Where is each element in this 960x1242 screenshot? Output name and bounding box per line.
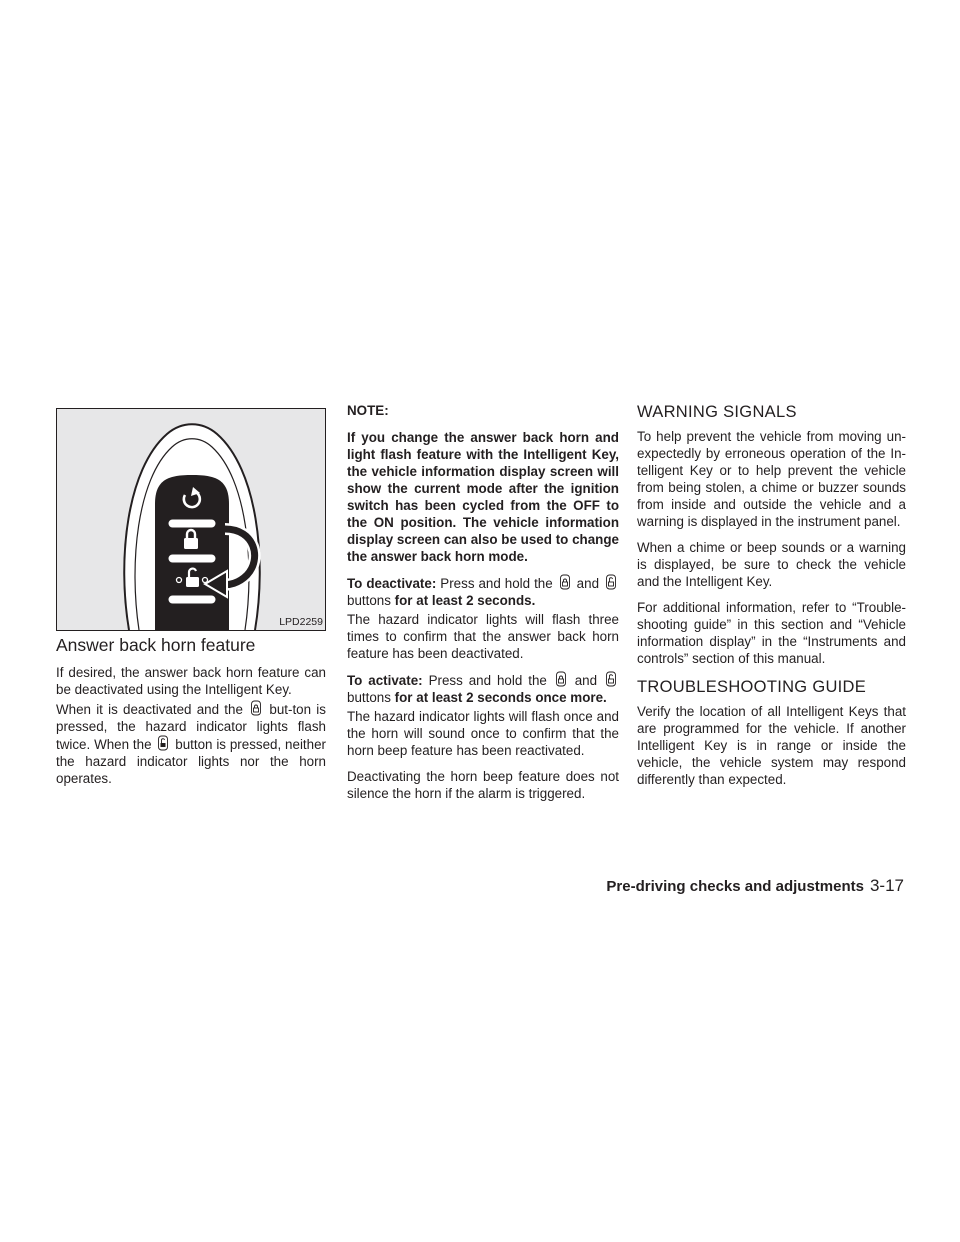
- answer-back-heading: Answer back horn feature: [56, 635, 256, 655]
- left-p2-b: but-ton is pressed, the hazard indicator lights flash twice. When the: [56, 702, 326, 752]
- intelligent-key-illustration: [57, 409, 325, 630]
- troubleshooting-heading: TROUBLESHOOTING GUIDE: [637, 678, 867, 696]
- warning-paragraph-1: To help prevent the vehicle from moving un-expectedly by erroneous operation of the In-telligent Key or to help prevent the vehicle from being stolen, a chime or buzzer sounds from inside and outside the vehicle and a warning is displayed in the instrument panel.: [637, 429, 906, 529]
- buttons-text: buttons: [347, 593, 391, 608]
- note-title: NOTE:: [347, 403, 389, 418]
- troubleshooting-paragraph: Verify the location of all Intelligent Keys that are programmed for the vehicle. If another Intelligent Key is in range or inside the vehicle, the vehicle system may respond differently than expected.: [637, 704, 906, 787]
- unlock-button-icon: [605, 574, 617, 590]
- section-title: Pre-driving checks and adjustments: [606, 878, 864, 895]
- warning-signals-heading: WARNING SIGNALS: [637, 403, 797, 421]
- lock-button-icon: [555, 671, 567, 687]
- and-text: and: [576, 576, 600, 591]
- warning-paragraph-2: When a chime or beep sounds or a warning is displayed, be sure to check the vehicle and the Intelligent Key.: [637, 540, 906, 589]
- deactivate-instruction: [347, 574, 619, 609]
- left-p2-c: button is pressed, neither the hazard indicator lights nor the horn operates.: [56, 737, 326, 786]
- left-paragraph-1: If desired, the answer back horn feature can be deactivated using the Intelligent Key.: [56, 665, 326, 697]
- right-column: [637, 402, 906, 797]
- deactivate-label: To deactivate:: [347, 576, 437, 591]
- note-body: If you change the answer back horn and light flash feature with the Intelligent Key, the vehicle information display screen will show the current mode after the ignition switch has been cycled from the OFF to the ON position. The vehicle information display screen can also be used to change the answer back horn mode.: [347, 430, 619, 564]
- left-p2-a: When it is deactivated and the: [56, 702, 243, 717]
- deactivate-result: The hazard indicator lights will flash three times to confirm that the answer back horn feature has been deactivated.: [347, 612, 619, 661]
- alarm-note: Deactivating the horn beep feature does not silence the horn if the alarm is triggered.: [347, 769, 619, 801]
- deactivate-duration: for at least 2 seconds.: [394, 593, 536, 608]
- activate-label: To activate:: [347, 673, 423, 688]
- buttons-text: buttons: [347, 690, 391, 705]
- lock-button-icon: [559, 574, 571, 590]
- deactivate-text: Press and hold the: [440, 576, 553, 591]
- middle-column: [347, 402, 619, 811]
- left-paragraph-2: [56, 700, 326, 787]
- left-column: [56, 634, 326, 796]
- warning-paragraph-3: For additional information, refer to “Trouble-shooting guide” in this section and “Vehicle information display” in the “Instruments and controls” section of this manual.: [637, 600, 906, 666]
- unlock-button-icon: [605, 671, 617, 687]
- and-text: and: [574, 673, 598, 688]
- page-number: 3-17: [869, 876, 904, 895]
- activate-duration: for at least 2 seconds once more.: [394, 690, 607, 705]
- lock-button-icon: [250, 700, 262, 716]
- activate-instruction: [347, 671, 619, 706]
- activate-text: Press and hold the: [428, 673, 547, 688]
- intelligent-key-figure: [56, 408, 326, 631]
- unlock-button-icon: [157, 735, 169, 751]
- figure-label: LPD2259: [279, 616, 323, 628]
- activate-result: The hazard indicator lights will flash once and the horn will sound once to confirm that the horn beep feature has been reactivated.: [347, 709, 619, 758]
- page-footer: [606, 876, 904, 897]
